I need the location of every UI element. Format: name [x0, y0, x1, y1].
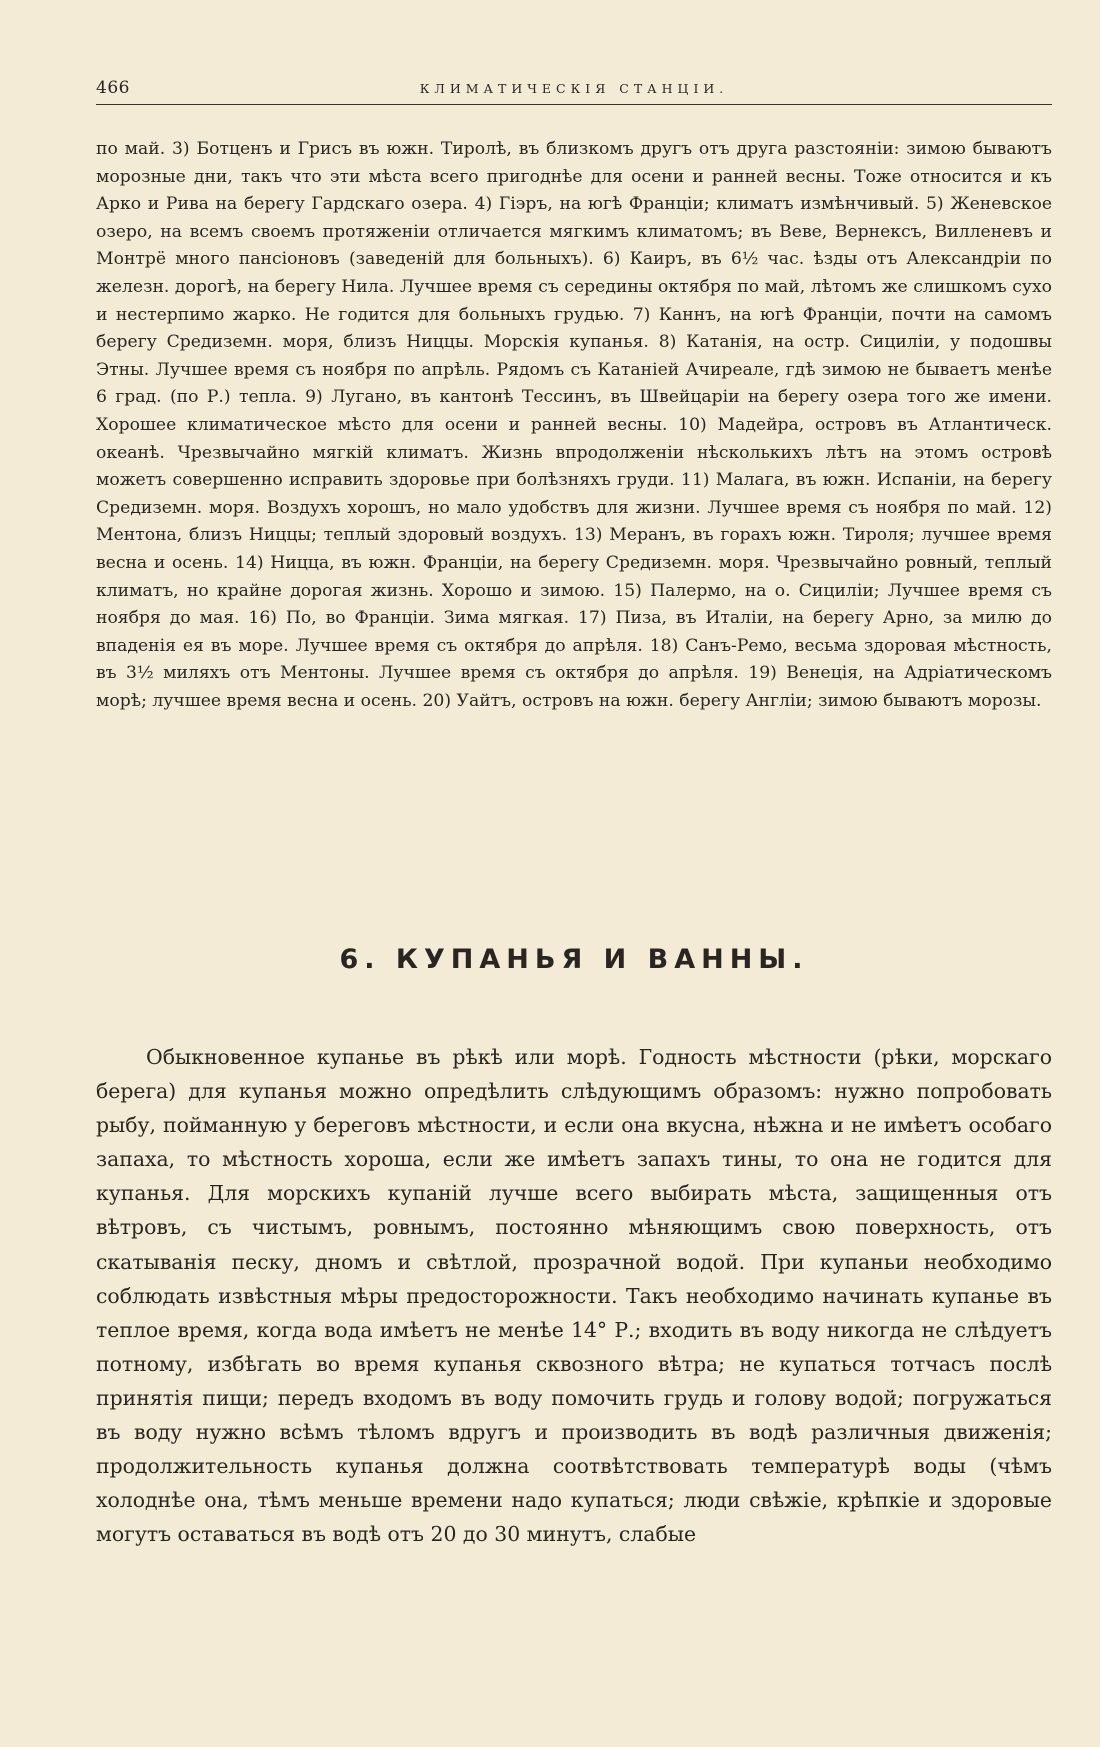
bathing-section-text: [96, 1040, 1052, 1551]
station-list-paragraph: по май. 3) Ботценъ и Грисъ въ южн. Тиролѣ, въ близкомъ другъ отъ друга разстояніи: зимою бываютъ морозные дни, такъ что эти мѣста всего пригоднѣе для осени и ранней весны. Тоже относится и къ Арко и Рива на берегу Гардскаго озера. 4) Гіэръ, на югѣ Франціи; климатъ измѣнчивый. 5) Женевское озеро, на всемъ своемъ протяженіи отличается мягкимъ климатомъ; въ Веве, Вернексъ, Вилленевъ и Монтрё много пансіоновъ (заведеній для больныхъ). 6) Каиръ, въ 6½ час. ѣзды отъ Александріи по железн. дорогѣ, на берегу Нила. Лучшее время съ середины октября по май, лѣтомъ же слишкомъ сухо и нестерпимо жарко. Не годится для больныхъ грудью. 7) Каннъ, на югѣ Франціи, почти на самомъ берегу Средиземн. моря, близъ Ниццы. Морскія купанья. 8) Катанія, на остр. Сициліи, у подошвы Этны. Лучшее время съ ноября по апрѣль. Рядомъ съ Катаніей Ачиреале, гдѣ зимою не бываетъ менѣе 6 град. (по Р.) тепла. 9) Лугано, въ кантонѣ Тессинъ, въ Швейцаріи на берегу озера того же имени. Хорошее климатическое мѣсто для осени и ранней весны. 10) Мадейра, островъ въ Атлантическ. океанѣ. Чрезвычайно мягкій климатъ. Жизнь впродолженіи нѣсколькихъ лѣтъ на этомъ островѣ можетъ совершенно исправить здоровье при болѣзняхъ груди. 11) Малага, въ южн. Испаніи, на берегу Средиземн. моря. Воздухъ хорошъ, но мало удобствъ для жизни. Лучшее время съ ноября по май. 12) Ментона, близъ Ниццы; теплый здоровый воздухъ. 13) Меранъ, въ горахъ южн. Тироля; лучшее время весна и осень. 14) Ницца, въ южн. Франціи, на берегу Средиземн. моря. Чрезвычайно ровный, теплый климатъ, но крайне дорогая жизнь. Хорошо и зимою. 15) Палермо, на о. Сициліи; Лучшее время съ ноября до мая. 16) По, во Франціи. Зима мягкая. 17) Пиза, въ Италіи, на берегу Арно, за милю до впаденія ея въ море. Лучшее время съ октября до апрѣля. 18) Санъ-Ремо, весьма здоровая мѣстность, въ 3½ миляхъ отъ Ментоны. Лучшее время съ октября до апрѣля. 19) Венеція, на Адріатическомъ морѣ; лучшее время весна и осень. 20) Уайтъ, островъ на южн. берегу Англіи; зимою бываютъ морозы.: [96, 139, 1052, 711]
bathing-paragraph: Обыкновенное купанье въ рѣкѣ или морѣ. Годность мѣстности (рѣки, морскаго берега) для купанья можно опредѣлить слѣдующимъ образомъ: нужно попробовать рыбу, пойманную у береговъ мѣстности, и если она вкусна, нѣжна и не имѣетъ особаго запаха, то мѣстность хороша, если же имѣетъ запахъ тины, то она не годится для купанья. Для морскихъ купаній лучше всего выбирать мѣста, защищенныя отъ вѣтровъ, съ чистымъ, ровнымъ, постоянно мѣняющимъ свою поверхность, отъ скатыванія песку, дномъ и свѣтлой, прозрачной водой. При купаньи необходимо соблюдать извѣстныя мѣры предосторожности. Такъ необходимо начинать купанье въ теплое время, когда вода имѣетъ не менѣе 14° Р.; входить въ воду никогда не слѣдуетъ потному, избѣгать во время купанья сквозного вѣтра; не купаться тотчасъ послѣ принятія пищи; передъ входомъ въ воду помочить грудь и голову водой; погружаться въ воду нужно всѣмъ тѣломъ вдругъ и производить въ водѣ различныя движенія; продолжительность купанья должна соотвѣтствовать температурѣ воды (чѣмъ холоднѣе она, тѣмъ меньше времени надо купаться; люди свѣжіе, крѣпкіе и здоровые могутъ оставаться въ водѣ отъ 20 до 30 минутъ, слабые: [96, 1045, 1052, 1547]
section-heading: 6. КУПАНЬЯ И ВАННЫ.: [339, 944, 809, 975]
running-title: КЛИМАТИЧЕСКІЯ СТАНЦІИ.: [419, 81, 729, 96]
station-list-text: [96, 136, 1052, 715]
page-number: 466: [96, 78, 130, 98]
running-head: [96, 78, 1052, 105]
